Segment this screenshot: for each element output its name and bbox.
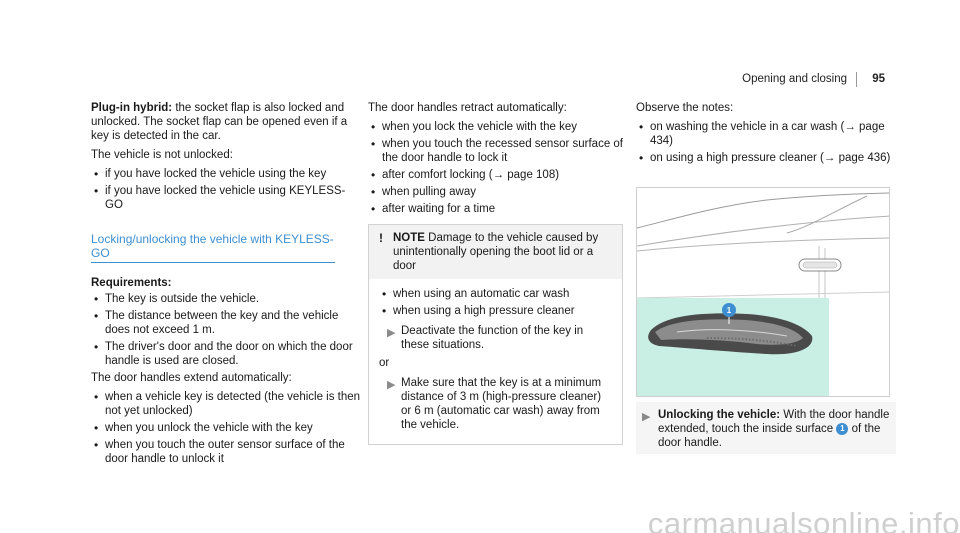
list-item: • when you touch the recessed sensor surface of the door handle to lock it	[368, 137, 623, 165]
plugin-hybrid-text: the socket flap is also locked and unlocked. The socket flap can be opened even if a key is detected in the car.	[91, 102, 348, 142]
plugin-hybrid-paragraph	[91, 101, 361, 143]
unlock-step-text-b: of the door handle.	[658, 423, 881, 449]
observe-list	[636, 120, 896, 165]
plugin-hybrid-label: Plug-in hybrid:	[91, 102, 173, 114]
retract-intro: The door handles retract automatically:	[368, 102, 567, 114]
unlock-step-label: Unlocking the vehicle:	[658, 409, 781, 421]
page-number: 95	[872, 73, 885, 85]
step-text: Deactivate the function of the key in these situations.	[401, 325, 584, 351]
not-unlocked-intro: The vehicle is not unlocked:	[91, 149, 233, 161]
not-unlocked-list	[91, 167, 361, 212]
extend-intro: The door handles extend automatically:	[91, 372, 292, 384]
extend-list	[91, 390, 361, 466]
page-header	[0, 72, 885, 88]
note-label: NOTE	[393, 232, 425, 244]
list-item: • when you unlock the vehicle with the key	[91, 421, 361, 435]
list-item: • when using an automatic car wash	[379, 287, 612, 301]
list-item: • after comfort locking (→ page 108)	[368, 168, 623, 182]
list-item: • The key is outside the vehicle.	[91, 292, 361, 306]
list-item: • if you have locked the vehicle using the key	[91, 167, 361, 181]
note-description: Damage to the vehicle caused by unintentionally opening the boot lid or a door	[393, 232, 599, 272]
arrow-right-icon: ▶	[387, 379, 396, 391]
requirements-label: Requirements:	[91, 277, 172, 289]
list-item: • when using a high pressure cleaner	[379, 304, 612, 318]
observe-intro: Observe the notes:	[636, 102, 734, 114]
arrow-right-icon: ▶	[642, 411, 651, 423]
unlock-step-text	[658, 408, 896, 450]
arrow-right-icon: ▶	[387, 327, 396, 339]
warning-icon: !	[379, 231, 383, 245]
list-item: • when you touch the outer sensor surface of the door handle to unlock it	[91, 438, 361, 466]
list-item: • when you lock the vehicle with the key	[368, 120, 623, 134]
list-item: • The distance between the key and the vehicle does not exceed 1 m.	[91, 309, 361, 337]
column-left	[91, 101, 361, 469]
list-item: • if you have locked the vehicle using KEYLESS-GO	[91, 184, 361, 212]
note-list	[379, 287, 612, 318]
retract-list	[368, 120, 623, 216]
unlock-step	[636, 402, 896, 454]
note-step	[379, 376, 612, 432]
column-right	[636, 101, 896, 168]
note-text	[393, 231, 614, 273]
column-middle	[368, 101, 623, 445]
unlock-step-text-a: With the door handle extended, touch the inside surface	[658, 409, 890, 435]
note-step	[379, 324, 612, 352]
note-header	[369, 225, 622, 279]
section-title: Opening and closing	[742, 73, 847, 85]
list-item: • after waiting for a time	[368, 202, 623, 216]
header-divider	[856, 72, 857, 87]
note-body	[369, 279, 622, 444]
list-item: • on washing the vehicle in a car wash (→ page 434)	[636, 120, 896, 148]
watermark: carmanualsonline.info	[647, 506, 960, 533]
list-item: • on using a high pressure cleaner (→ page 436)	[636, 151, 896, 165]
list-item: • when a vehicle key is detected (the vehicle is then not yet unlocked)	[91, 390, 361, 418]
step-text: Make sure that the key is at a minimum distance of 3 m (high-pressure cleaner) or 6 m (automatic car wash) away from the vehicle.	[401, 377, 602, 431]
car-door-drawing	[637, 188, 890, 397]
callout-number: 1	[726, 306, 732, 315]
list-item: • The driver's door and the door on which the door handle is used are closed.	[91, 340, 361, 368]
section-heading: Locking/unlocking the vehicle with KEYLESS-GO	[91, 232, 335, 263]
or-label: or	[379, 357, 390, 369]
callout-inline-marker: 1	[836, 423, 848, 435]
door-handle-illustration	[636, 187, 890, 397]
note-box	[368, 224, 623, 445]
requirements-list	[91, 292, 361, 368]
list-item: • when pulling away	[368, 185, 623, 199]
